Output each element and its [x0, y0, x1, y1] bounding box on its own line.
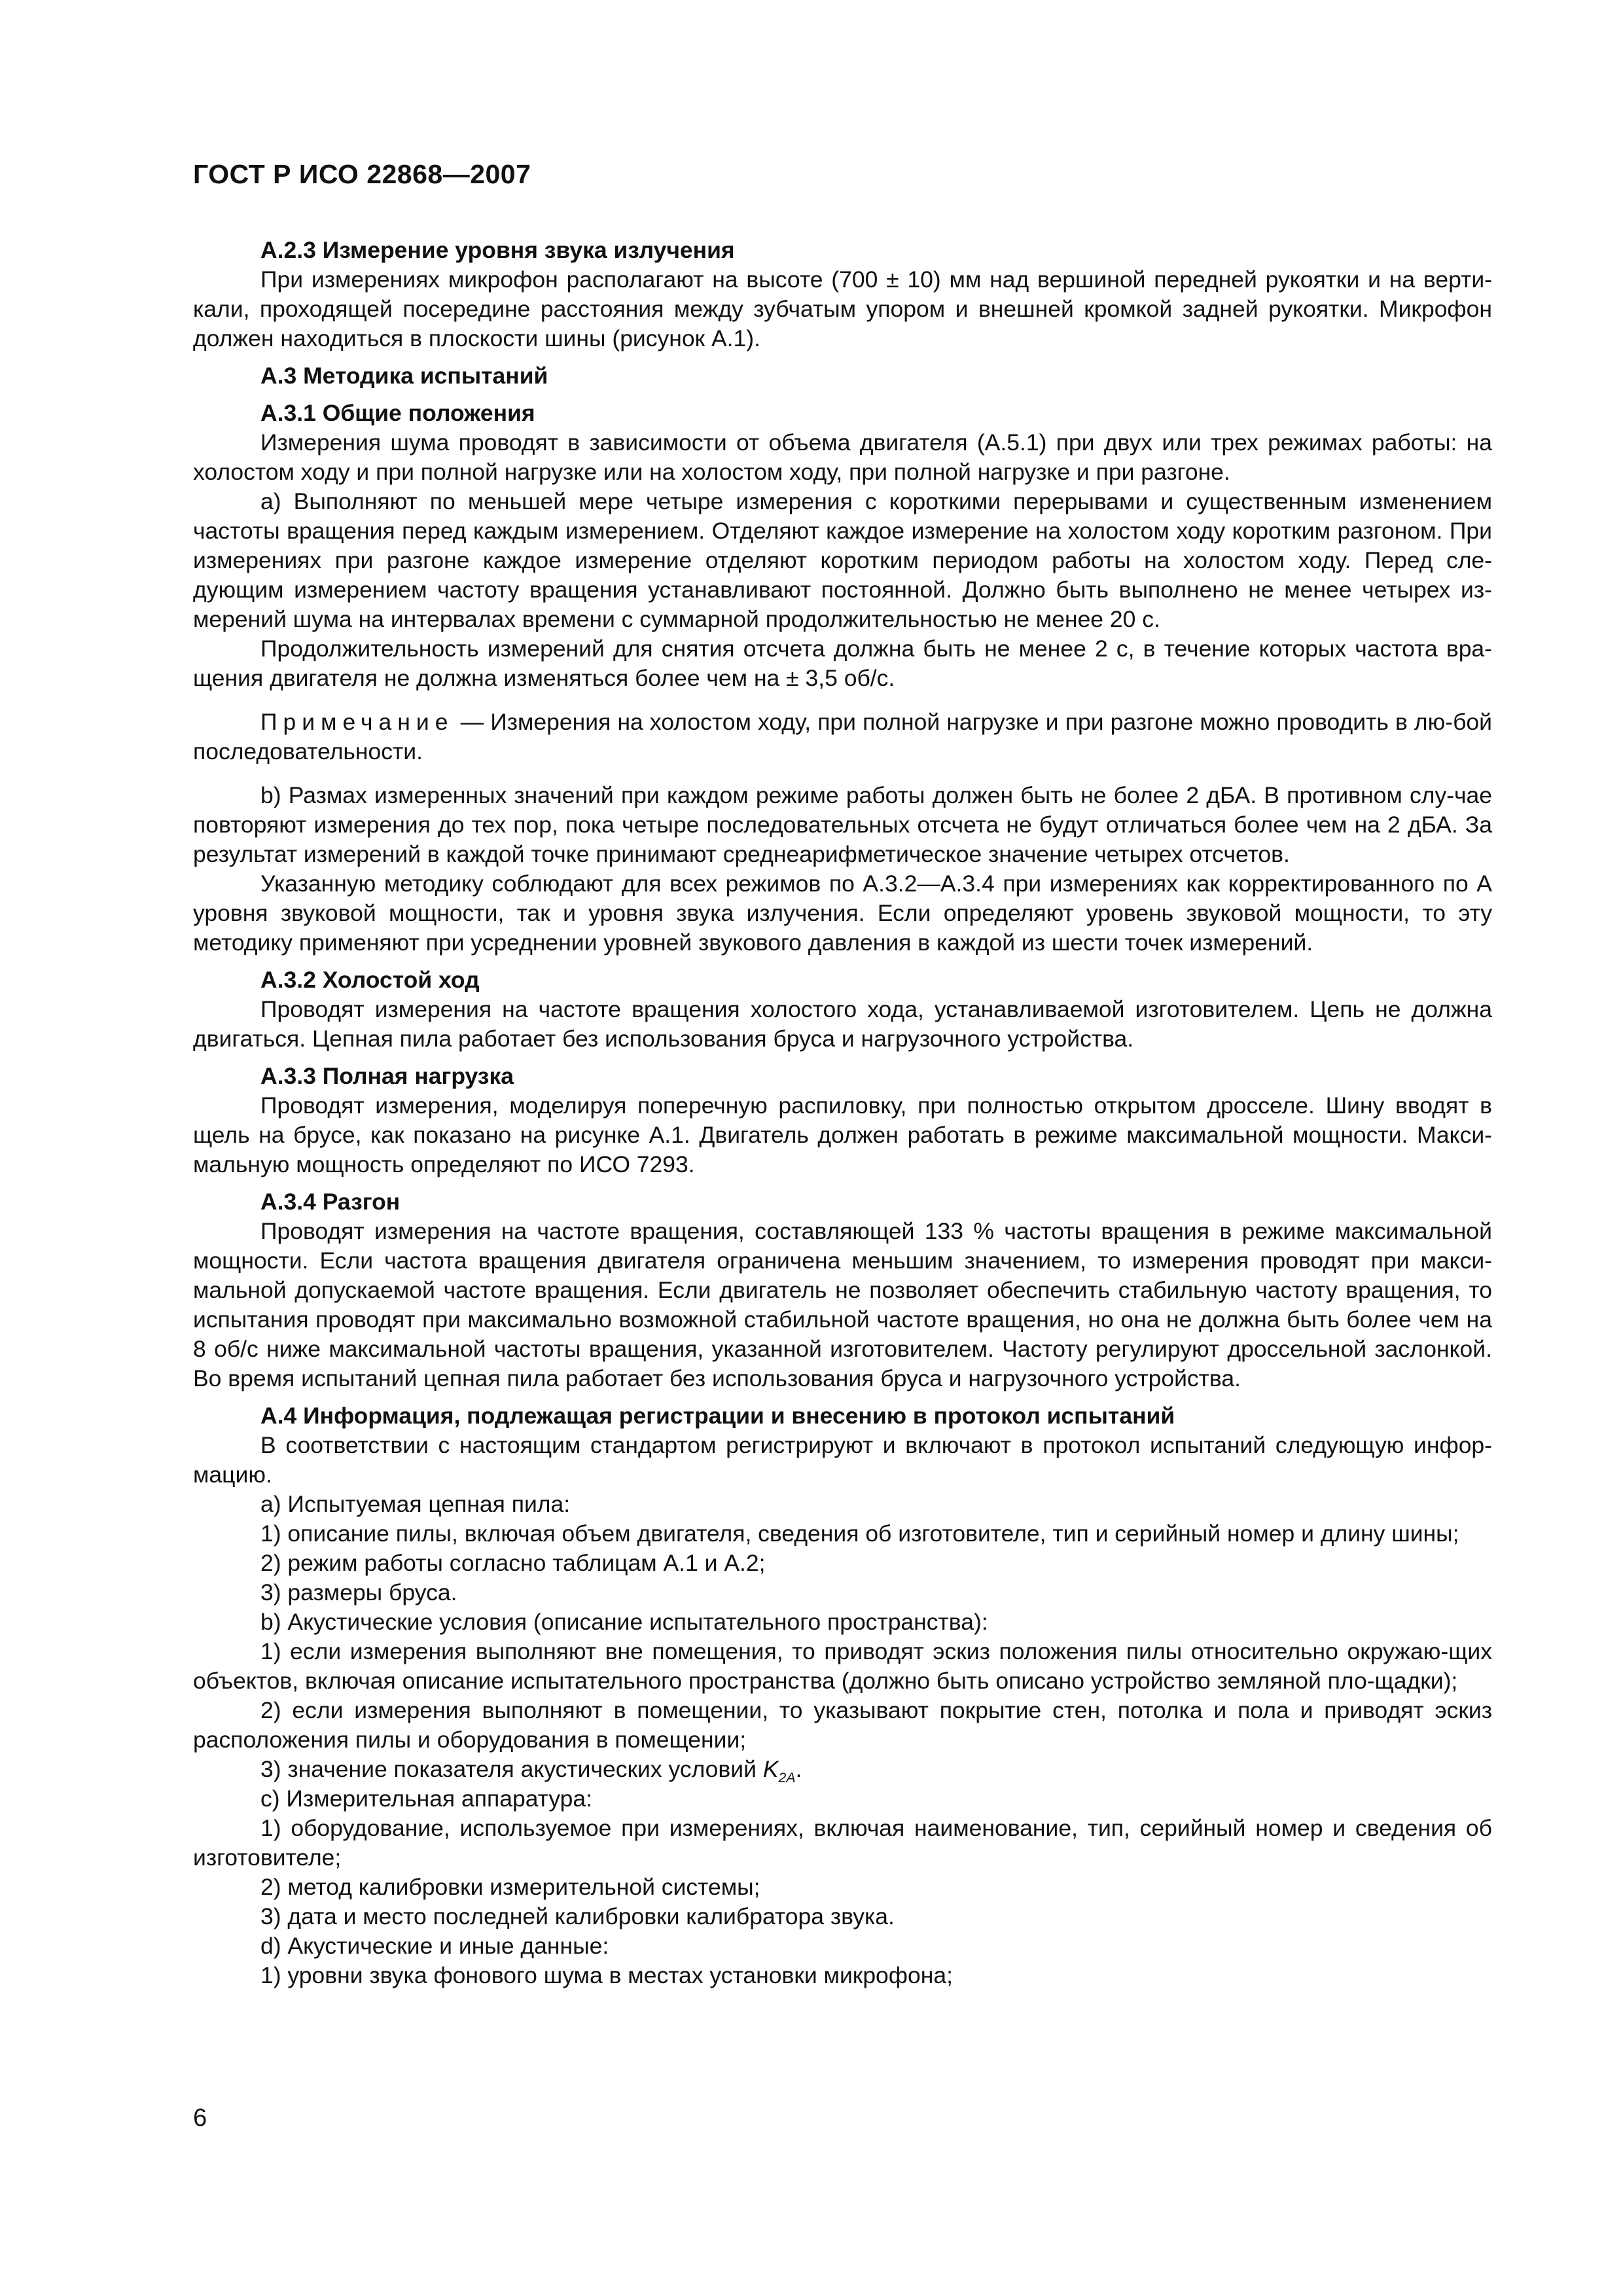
body-paragraph: Проводят измерения, моделируя поперечную распиловку, при полностью открытом дросселе. Шину вводят в щель на брусе, как показано на рисунке А.1. Двигатель должен работать в режиме максимальной мощности. Макси-мальную мощность определяют по ИСО 7293.: [193, 1092, 1492, 1177]
note-text: — Измерения на холостом ходу, при полной нагрузке и при разгоне можно проводить в лю-бой последовательности.: [193, 709, 1492, 764]
body-paragraph: 1) оборудование, используемое при измерениях, включая наименование, тип, серийный номер и сведения об изготовителе;: [193, 1815, 1492, 1871]
section-heading: А.2.3 Измерение уровня звука излучения: [260, 237, 735, 263]
note-label: Примечание: [260, 709, 454, 735]
body-paragraph: Проводят измерения на частоте вращения холостого хода, устанавливаемой изготовителем. Цепь не должна двигаться. Цепная пила работает без использования бруса и нагрузочного устройства.: [193, 996, 1492, 1052]
body-paragraph: 1) описание пилы, включая объем двигателя, сведения об изготовителе, тип и серийный номер и длину шины;: [260, 1520, 1459, 1547]
body-paragraph: 3) размеры бруса.: [260, 1579, 457, 1605]
body-paragraph: а) Выполняют по меньшей мере четыре измерения с короткими перерывами и существенным изменением частоты вращения перед каждым измерением. Отделяют каждое измерение на холостом ходу коротким разгоном. При измерениях при разгоне каждое измерение отделяют коротким периодом работы на холостом ходу. Перед сле-дующим измерением частоту вращения устанавливают постоянной. Должно быть выполнено не менее четырех из-мерений шума на интервалах времени с суммарной продолжительностью не менее 20 с.: [193, 488, 1492, 632]
body-paragraph: 2) режим работы согласно таблицам А.1 и А.2;: [260, 1550, 766, 1576]
formula-subscript-text: 2A: [778, 1770, 796, 1786]
body-paragraph: 1) уровни звука фонового шума в местах установки микрофона;: [260, 1962, 953, 1988]
list-item-end: .: [795, 1756, 802, 1782]
section-heading: А.3 Методика испытаний: [260, 363, 548, 389]
note-paragraph: [193, 708, 1492, 766]
document-header: ГОСТ Р ИСО 22868—2007: [193, 159, 531, 189]
list-item: [193, 1755, 1492, 1784]
document-body: [193, 236, 1492, 1990]
section-heading: А.3.2 Холостой ход: [260, 967, 480, 993]
body-paragraph: b) Размах измеренных значений при каждом режиме работы должен быть не более 2 дБА. В противном слу-чае повторяют измерения до тех пор, пока четыре последовательных отсчета не будут отличаться более чем на 2 дБА. За результат измерений в каждой точке принимают среднеарифметическое значение четырех отсчетов.: [193, 782, 1492, 867]
body-paragraph: 3) дата и место последней калибровки калибратора звука.: [260, 1903, 895, 1929]
body-paragraph: с) Измерительная аппаратура:: [260, 1785, 593, 1812]
body-paragraph: В соответствии с настоящим стандартом регистрируют и включают в протокол испытаний следующую инфор-мацию.: [193, 1432, 1492, 1488]
body-paragraph: b) Акустические условия (описание испытательного пространства):: [260, 1609, 988, 1635]
body-paragraph: При измерениях микрофон располагают на высоте (700 ± 10) мм над вершиной передней рукоятки и на верти-кали, проходящей посередине расстояния между зубчатым упором и внешней кромкой задней рукоятки. Микрофон должен находиться в плоскости шины (рисунок А.1).: [193, 266, 1492, 351]
body-paragraph: 1) если измерения выполняют вне помещения, то приводят эскиз положения пилы относительно окружаю-щих объектов, включая описание испытательного пространства (должно быть описано устройство земляной пло-щадки);: [193, 1638, 1492, 1694]
body-paragraph: d) Акустические и иные данные:: [260, 1933, 609, 1959]
body-paragraph: 2) метод калибровки измерительной системы;: [260, 1874, 760, 1900]
body-paragraph: а) Испытуемая цепная пила:: [260, 1491, 571, 1517]
formula-symbol: K: [762, 1756, 779, 1782]
section-heading: А.3.4 Разгон: [260, 1189, 401, 1215]
section-heading: А.3.3 Полная нагрузка: [260, 1063, 514, 1089]
list-item-text: 3) значение показателя акустических условий: [260, 1756, 763, 1782]
page-number: 6: [193, 2104, 207, 2132]
body-paragraph: 2) если измерения выполняют в помещении, то указывают покрытие стен, потолка и пола и приводят эскиз расположения пилы и оборудования в помещении;: [193, 1697, 1492, 1753]
body-paragraph: Измерения шума проводят в зависимости от объема двигателя (А.5.1) при двух или трех режимах работы: на холостом ходу и при полной нагрузке или на холостом ходу, при полной нагрузке и при разгоне.: [193, 429, 1492, 485]
body-paragraph: Указанную методику соблюдают для всех режимов по А.3.2—А.3.4 при измерениях как корректированного по А уровня звуковой мощности, так и уровня звука излучения. Если определяют уровень звуковой мощности, то эту методику применяют при усреднении уровней звукового давления в каждой из шести точек измерений.: [193, 870, 1492, 956]
section-heading: А.4 Информация, подлежащая регистрации и внесению в протокол испытаний: [260, 1403, 1175, 1429]
body-paragraph: Проводят измерения на частоте вращения, составляющей 133 % частоты вращения в режиме максимальной мощности. Если частота вращения двигателя ограничена меньшим значением, то измерения проводят при макси-мальной допускаемой частоте вращения. Если двигатель не позволяет обеспечить стабильную частоту вращения, то испытания проводят при максимально возможной стабильной частоте вращения, но она не должна быть более чем на 8 об/с ниже максимальной частоты вращения, указанной изготовителем. Частоту регулируют дроссельной заслонкой. Во время испытаний цепная пила работает без использования бруса и нагрузочного устройства.: [193, 1218, 1492, 1391]
body-paragraph: Продолжительность измерений для снятия отсчета должна быть не менее 2 с, в течение которых частота вра-щения двигателя не должна изменяться более чем на ± 3,5 об/с.: [193, 636, 1492, 691]
formula-subscript: [779, 1770, 796, 1785]
section-heading: А.3.1 Общие положения: [260, 400, 535, 426]
